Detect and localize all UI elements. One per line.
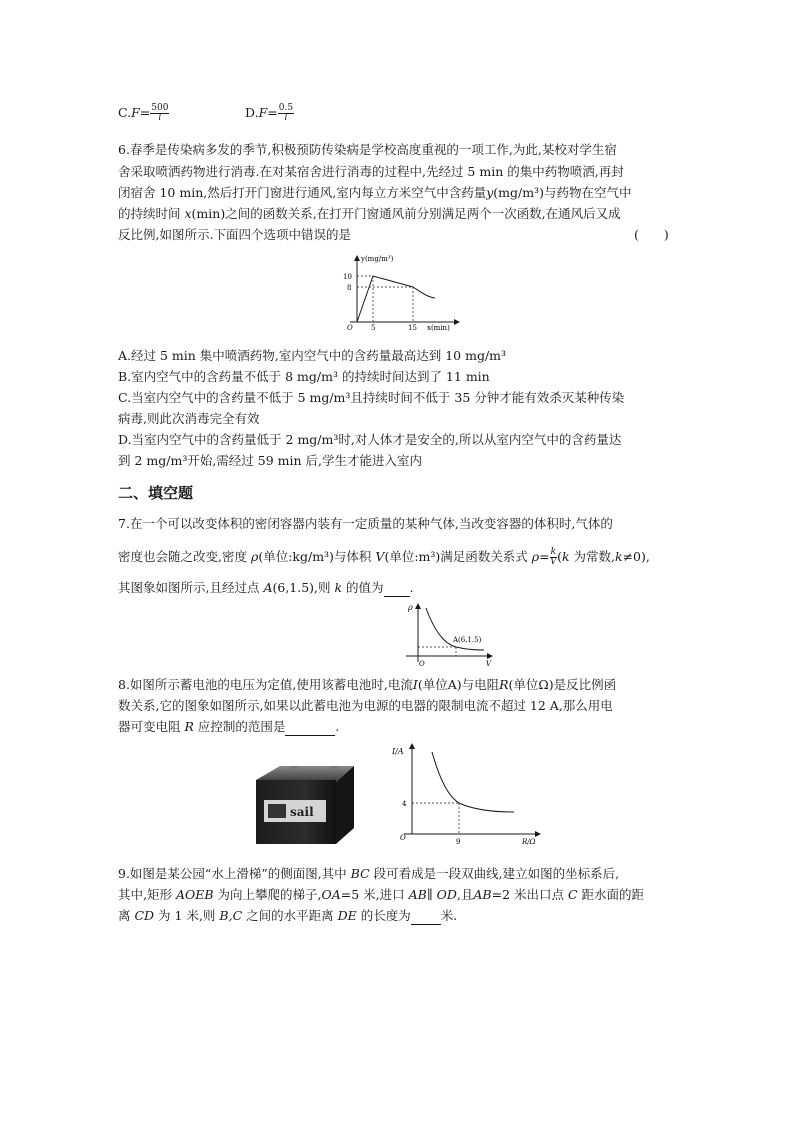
q6-option-c-cont: 病毒,则此次消毒完全有效 [118,411,260,426]
terminal-right [330,766,338,771]
q6-line-3: 闭宿舍 10 min,然后打开门窗进行通风,室内每立方米空气中含药量y(mg/m³)与药物在空气中 [118,185,632,200]
q9-line-1: 9.如图是某公园“水上滑梯”的侧面图,其中 BC 段可看成是一段双曲线,建立如图的坐标系后, [118,866,620,881]
x-axis-label: V [486,660,492,668]
x-axis-label: x(min) [427,324,450,332]
origin-label: O [419,660,425,668]
y-axis-label: ρ [408,603,413,612]
q6-line-4: 的持续时间 x(min)之间的函数关系,在打开门窗通风前分别满足两个一次函数,在通风后又成 [118,206,621,221]
y-tick-4: 4 [402,800,407,808]
q6-option-d-cont: 到 2 mg/m³开始,需经过 59 min 后,学生才能进入室内 [118,453,423,468]
q8-line-2: 数关系,它的图象如图所示,如果以此蓄电池为电源的电器的限制电流不超过 12 A,那么用电 [118,698,613,713]
fraction-c: $\frac{500}{l}$ [151,103,169,123]
q6-option-d: D.当室内空气中的含药量低于 2 mg/m³时,对人体才是安全的,所以从室内空气中的含药量达 [118,432,622,447]
answer-blank-q7[interactable] [384,580,410,597]
q6-line-1: 6.春季是传染病多发的季节,积极预防传染病是学校高度重视的一项工作,为此,某校对学生宿 [118,142,617,157]
x-tick-5: 5 [371,324,376,332]
q8-line-1: 8.如图所示蓄电池的电压为定值,使用该蓄电池时,电流I(单位A)与电阻R(单位Ω)是反比例函 [118,677,617,692]
q6-line-5: 反比例,如图所示.下面四个选项中错误的是 [118,227,351,242]
q7-line-2: 密度也会随之改变,密度 ρ(单位:kg/m³)与体积 V(单位:m³)满足函数关系式 ρ= $\frac{k}{V}$ (k 为常数,k≠0), [118,547,650,567]
origin-label: O [347,324,353,332]
origin-label: O [400,834,406,842]
graph-concentration [335,250,465,335]
answer-blank-q9[interactable] [411,908,441,925]
q7-line-3: 其图象如图所示,且经过点 A(6,1.5),则 k 的值为 . [118,580,414,595]
y-tick-8: 8 [347,284,352,292]
answer-blank-q8[interactable] [285,719,335,736]
q6-option-b: B.室内空气中的含药量不低于 8 mg/m³ 的持续时间达到了 11 min [118,369,490,384]
q9-line-2: 其中,矩形 AOEB 为向上攀爬的梯子,OA=5 米,进口 AB∥ OD,且AB=2 米出口点 C 距水面的距 [118,887,645,902]
battery-brand: sail [290,805,314,819]
label-logo [268,804,286,818]
point-a-label: A(6,1.5) [453,636,482,644]
y-axis-label: y(mg/m³) [361,255,394,263]
battery-image [250,760,360,850]
q8-line-3: 器可变电阻 R 应控制的范围是 . [118,719,340,734]
y-tick-10: 10 [343,273,352,281]
q6-option-a: A.经过 5 min 集中喷洒药物,室内空气中的含药量最高达到 10 mg/m³ [118,348,507,363]
fraction-d: $\frac{0.5}{l}$ [278,103,294,123]
x-tick-15: 15 [408,324,417,332]
q9-line-3: 离 CD 为 1 米,则 B,C 之间的水平距离 DE 的长度为 米. [118,908,458,923]
fraction-k-over-v: $\frac{k}{V}$ [550,547,557,567]
x-tick-9: 9 [456,838,461,846]
terminal-left [290,766,298,771]
graph-current [390,740,550,848]
graph-density [398,600,498,672]
q7-line-1: 7.在一个可以改变体积的密闭容器内装有一定质量的某种气体,当改变容器的体积时,气体的 [118,516,613,531]
concentration-curve [357,276,435,322]
section-title: 二、填空题 [118,484,194,502]
option-c: C.F= $\frac{500}{l}$ [118,103,169,123]
q6-option-c: C.当室内空气中的含药量不低于 5 mg/m³且持续时间不低于 35 分钟才能有效杀灭某种传染 [118,390,625,405]
option-d: D.F= $\frac{0.5}{l}$ [245,103,294,123]
x-axis-label: R/Ω [522,838,536,846]
y-axis-label: I/A [392,747,404,756]
answer-paren: ( ) [634,227,669,242]
q6-line-2: 舍采取喷洒药物进行消毒.在对某宿舍进行消毒的过程中,先经过 5 min 的集中药物喷洒,再封 [118,164,624,179]
